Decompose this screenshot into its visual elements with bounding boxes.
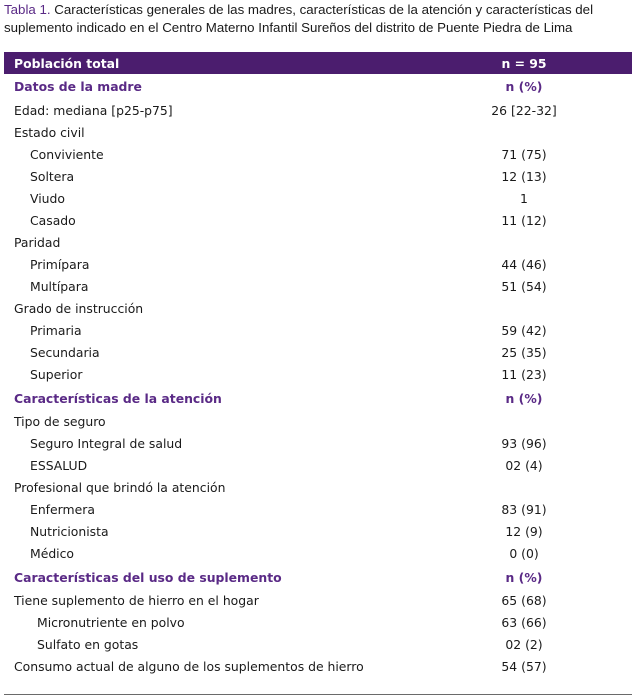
row-label: Estado civil xyxy=(14,125,85,140)
table-header-row xyxy=(4,52,632,74)
row-label: Superior xyxy=(30,367,83,382)
row-label: Grado de instrucción xyxy=(14,301,144,316)
row-label: Nutricionista xyxy=(30,524,109,539)
row-label: Conviviente xyxy=(30,147,104,162)
table-row xyxy=(4,144,632,166)
row-label: Primaria xyxy=(30,323,82,338)
caption-label: Tabla 1. xyxy=(4,2,51,17)
table-row xyxy=(4,364,632,386)
row-value: 44 (46) xyxy=(501,257,547,272)
row-value: 26 [22-32] xyxy=(491,103,557,118)
table-row xyxy=(4,232,632,254)
table-row xyxy=(4,656,632,678)
row-label: ESSALUD xyxy=(30,458,88,473)
row-label: Micronutriente en polvo xyxy=(37,615,185,630)
table-row xyxy=(4,100,632,122)
row-label: Seguro Integral de salud xyxy=(30,436,183,451)
row-value: 71 (75) xyxy=(501,147,547,162)
section-row-atencion xyxy=(4,386,632,411)
table-row xyxy=(4,254,632,276)
table-row xyxy=(4,543,632,565)
section-title: Características del uso de suplemento xyxy=(14,570,282,585)
table-row xyxy=(4,590,632,612)
table-row xyxy=(4,499,632,521)
row-label: Primípara xyxy=(30,257,90,272)
row-label: Médico xyxy=(30,546,75,561)
row-value: 02 (2) xyxy=(505,637,543,652)
header-label: Población total xyxy=(14,56,120,71)
row-label: Profesional que brindó la atención xyxy=(14,480,226,495)
data-table xyxy=(4,52,632,678)
table-row xyxy=(4,188,632,210)
caption-text: Características generales de las madres, características de la atención y características del suplemento indicado en el Centro Materno Infantil Sureños del distrito de Puente Piedra de Lima xyxy=(4,2,594,35)
section-title: Características de la atención xyxy=(14,391,222,406)
row-label: Paridad xyxy=(14,235,61,250)
row-value: 11 (23) xyxy=(501,367,547,382)
section-row-suplemento xyxy=(4,565,632,590)
table-row xyxy=(4,455,632,477)
row-value: 54 (57) xyxy=(501,659,547,674)
row-label: Soltera xyxy=(30,169,75,184)
row-label: Edad: mediana [p25-p75] xyxy=(14,103,173,118)
table-row xyxy=(4,634,632,656)
row-label: Viudo xyxy=(30,191,65,206)
row-value: 12 (9) xyxy=(505,524,543,539)
row-label: Casado xyxy=(30,213,76,228)
table-row xyxy=(4,433,632,455)
row-value: 59 (42) xyxy=(501,323,547,338)
section-unit: n (%) xyxy=(505,79,543,94)
row-value: 51 (54) xyxy=(501,279,547,294)
table-row xyxy=(4,411,632,433)
header-value: n = 95 xyxy=(501,56,547,71)
section-title: Datos de la madre xyxy=(14,79,142,94)
row-label: Tipo de seguro xyxy=(14,414,106,429)
row-value: 25 (35) xyxy=(501,345,547,360)
section-unit: n (%) xyxy=(505,391,543,406)
row-value: 02 (4) xyxy=(505,458,543,473)
table-row xyxy=(4,320,632,342)
table-caption xyxy=(4,1,632,37)
row-value: 83 (91) xyxy=(501,502,547,517)
table-row xyxy=(4,612,632,634)
row-label: Secundaria xyxy=(30,345,100,360)
row-label: Tiene suplemento de hierro en el hogar xyxy=(14,593,259,608)
row-value: 11 (12) xyxy=(501,213,547,228)
row-label: Sulfato en gotas xyxy=(37,637,139,652)
row-value: 63 (66) xyxy=(501,615,547,630)
row-value: 65 (68) xyxy=(501,593,547,608)
row-value: 12 (13) xyxy=(501,169,547,184)
table-row xyxy=(4,166,632,188)
row-label: Multípara xyxy=(30,279,89,294)
table-row xyxy=(4,521,632,543)
row-label: Enfermera xyxy=(30,502,95,517)
row-value: 0 (0) xyxy=(509,546,539,561)
row-label: Consumo actual de alguno de los suplementos de hierro xyxy=(14,659,364,674)
table-row xyxy=(4,477,632,499)
row-value: 1 xyxy=(520,191,528,206)
table-row xyxy=(4,298,632,320)
table-row xyxy=(4,276,632,298)
section-unit: n (%) xyxy=(505,570,543,585)
row-value: 93 (96) xyxy=(501,436,547,451)
table-row xyxy=(4,122,632,144)
section-row-madre xyxy=(4,74,632,100)
table-row xyxy=(4,210,632,232)
table-row xyxy=(4,342,632,364)
table-bottom-rule xyxy=(4,694,632,695)
